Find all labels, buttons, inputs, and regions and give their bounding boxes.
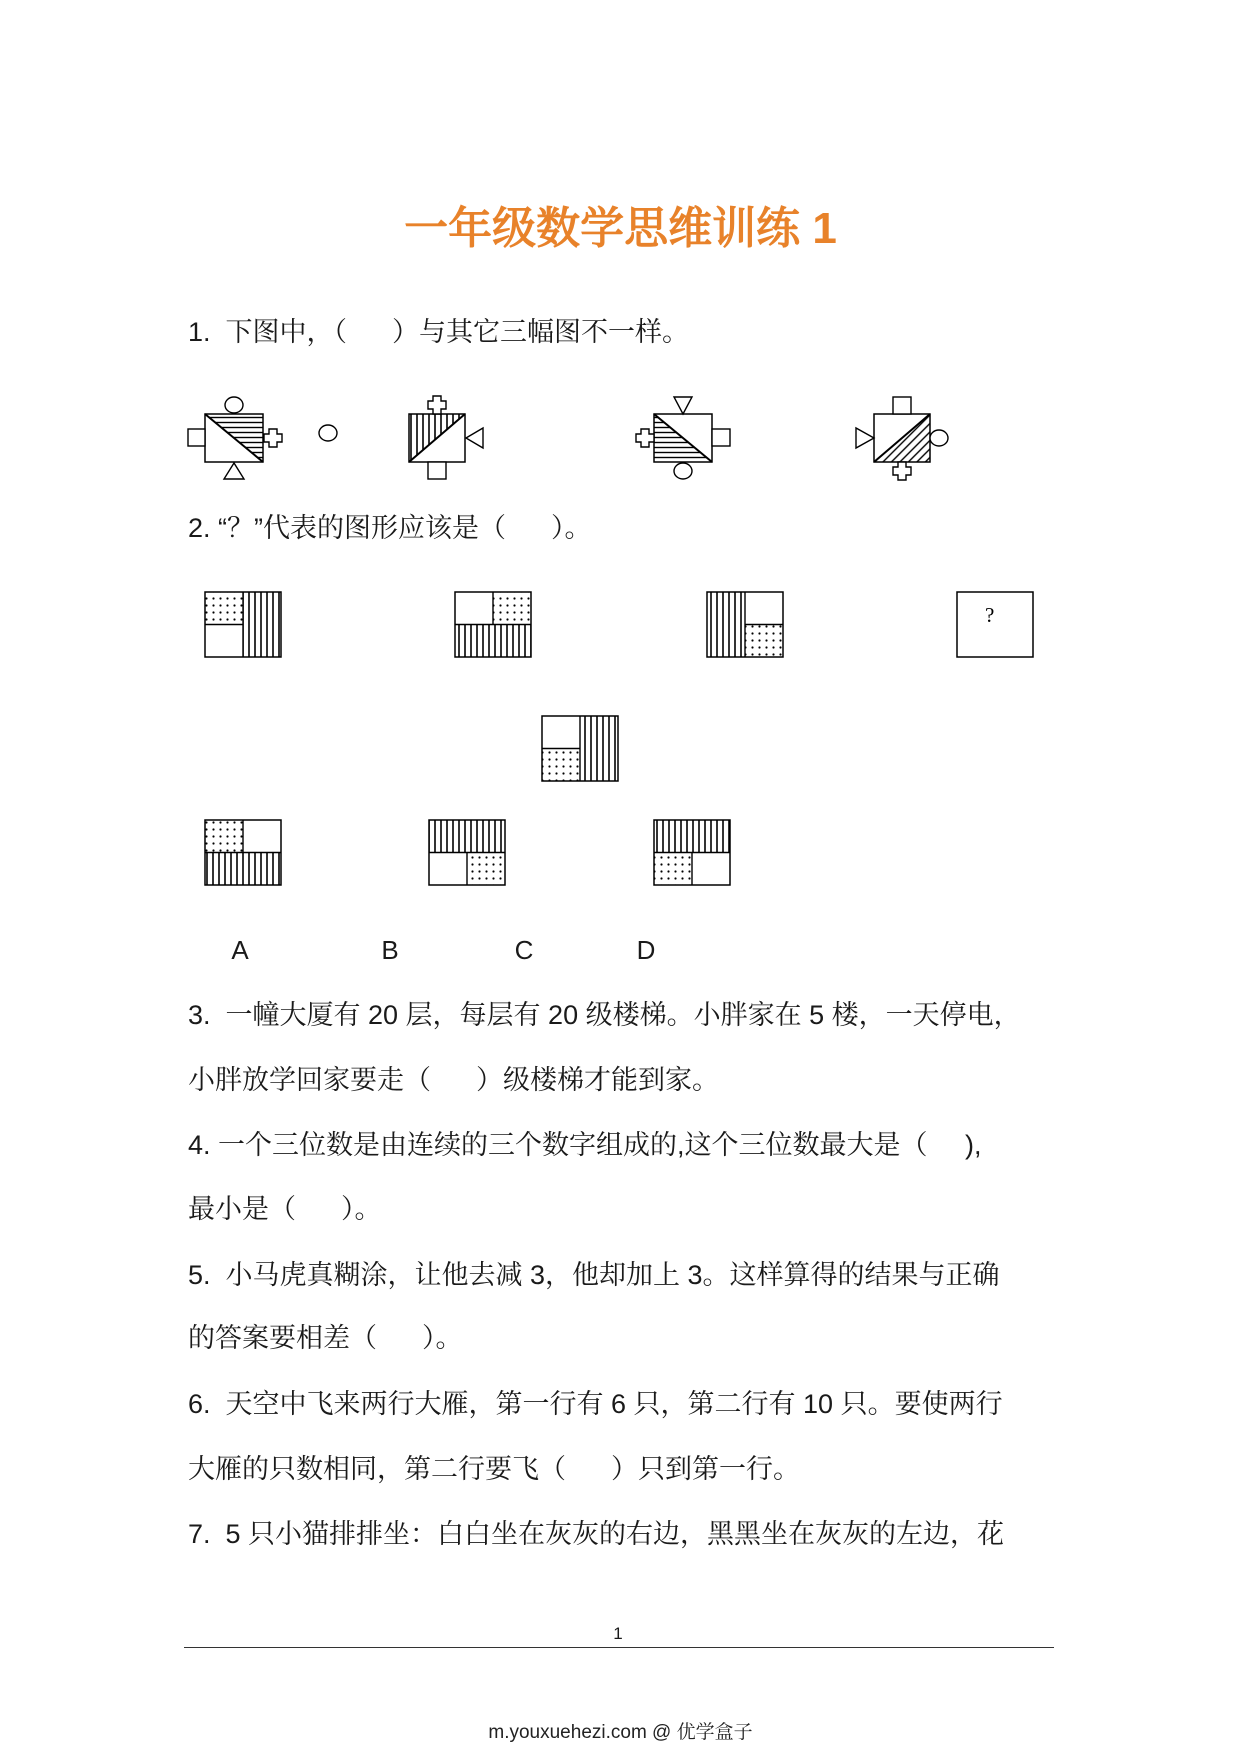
- dotted-region: [493, 592, 531, 625]
- diagonal-line: [409, 414, 465, 462]
- q1-figure-2: [409, 396, 483, 479]
- option-label-a: A: [231, 935, 249, 965]
- box-outline: [205, 592, 281, 657]
- striped-region: [580, 716, 618, 781]
- q1-figure-4: [856, 397, 948, 480]
- box-outline: [542, 716, 618, 781]
- diagonal-line: [654, 414, 712, 462]
- q2-sequence-box-unknown: [957, 592, 1033, 657]
- q2-middle-figure: [542, 716, 618, 781]
- question-mark: ?: [985, 603, 995, 627]
- left-square: [188, 429, 205, 446]
- stray-circle: [319, 425, 337, 441]
- q1-figure-1: [188, 397, 282, 479]
- page-title: 一年级数学思维训练 1: [404, 204, 837, 253]
- box-outline: [455, 592, 531, 657]
- box-outline: [707, 592, 783, 657]
- left-triangle: [856, 428, 874, 448]
- box-outline: [957, 592, 1033, 657]
- dotted-region: [654, 853, 692, 886]
- striped-region: [243, 592, 281, 657]
- box-outline: [205, 820, 281, 885]
- center-square: [409, 414, 465, 462]
- question-4-line-1: 4. 一个三位数是由连续的三个数字组成的,这个三位数最大是（ ),: [188, 1130, 982, 1160]
- right-triangle: [466, 428, 483, 448]
- dotted-region: [542, 749, 580, 782]
- footer-source: m.youxuehezi.com @ 优学盒子: [488, 1722, 753, 1743]
- page-number: 1: [613, 1624, 623, 1643]
- footer-divider: [184, 1647, 1054, 1648]
- center-square: [874, 414, 930, 462]
- question-1-line-1: 1. 下图中，（ ）与其它三幅图不一样。: [188, 317, 690, 347]
- striped-region: [654, 820, 730, 853]
- dotted-region: [745, 625, 783, 658]
- question-7-line-1: 7. 5 只小猫排排坐：白白坐在灰灰的右边，黑黑坐在灰灰的左边，花: [188, 1519, 1005, 1549]
- q2-option-figure-a: [205, 820, 281, 885]
- top-triangle: [674, 397, 692, 414]
- dotted-region: [205, 820, 243, 853]
- q2-option-figure-c: [654, 820, 730, 885]
- question-3-line-1: 3. 一幢大厦有 20 层，每层有 20 级楼梯。小胖家在 5 楼，一天停电，: [188, 1000, 1021, 1030]
- option-label-d: D: [636, 935, 656, 965]
- q2-option-figure-b: [429, 820, 505, 885]
- center-square: [654, 414, 712, 462]
- q1-figure-3: [636, 397, 730, 479]
- q2-sequence-box-3: [707, 592, 783, 657]
- left-cross: [636, 429, 654, 447]
- right-cross: [264, 429, 282, 447]
- center-square: [205, 414, 263, 462]
- question-3-line-2: 小胖放学回家要走（ ）级楼梯才能到家。: [188, 1065, 720, 1095]
- bottom-triangle: [224, 463, 244, 479]
- striped-triangle: [654, 414, 712, 462]
- striped-triangle: [205, 414, 263, 462]
- striped-triangle: [409, 414, 465, 462]
- right-square: [712, 429, 730, 446]
- right-circle: [930, 430, 948, 446]
- striped-triangle: [874, 414, 930, 462]
- diagonal-line: [874, 414, 930, 462]
- diagonal-line: [205, 414, 263, 462]
- box-outline: [654, 820, 730, 885]
- striped-region: [205, 853, 281, 886]
- top-cross: [428, 396, 446, 414]
- question-6-line-1: 6. 天空中飞来两行大雁，第一行有 6 只，第二行有 10 只。要使两行: [188, 1389, 1003, 1419]
- dotted-region: [467, 853, 505, 886]
- option-label-b: B: [381, 935, 399, 965]
- top-square: [893, 397, 911, 414]
- question-4-line-2: 最小是（ ）。: [188, 1194, 382, 1224]
- question-6-line-2: 大雁的只数相同，第二行要飞（ ）只到第一行。: [188, 1454, 801, 1484]
- bottom-square: [428, 462, 446, 479]
- striped-region: [707, 592, 745, 657]
- bottom-cross: [893, 462, 911, 480]
- bottom-circle: [674, 463, 692, 479]
- q2-sequence-box-1: [205, 592, 281, 657]
- box-outline: [429, 820, 505, 885]
- question-5-line-1: 5. 小马虎真糊涂，让他去减 3，他却加上 3。这样算得的结果与正确: [188, 1260, 1000, 1290]
- striped-region: [429, 820, 505, 853]
- question-5-line-2: 的答案要相差（ ）。: [188, 1323, 463, 1353]
- question-2-line-1: 2. “？”代表的图形应该是（ ）。: [188, 513, 592, 543]
- option-label-c: C: [514, 935, 534, 965]
- top-circle: [225, 397, 243, 413]
- striped-region: [455, 625, 531, 658]
- q2-sequence-box-2: [455, 592, 531, 657]
- dotted-region: [205, 592, 243, 625]
